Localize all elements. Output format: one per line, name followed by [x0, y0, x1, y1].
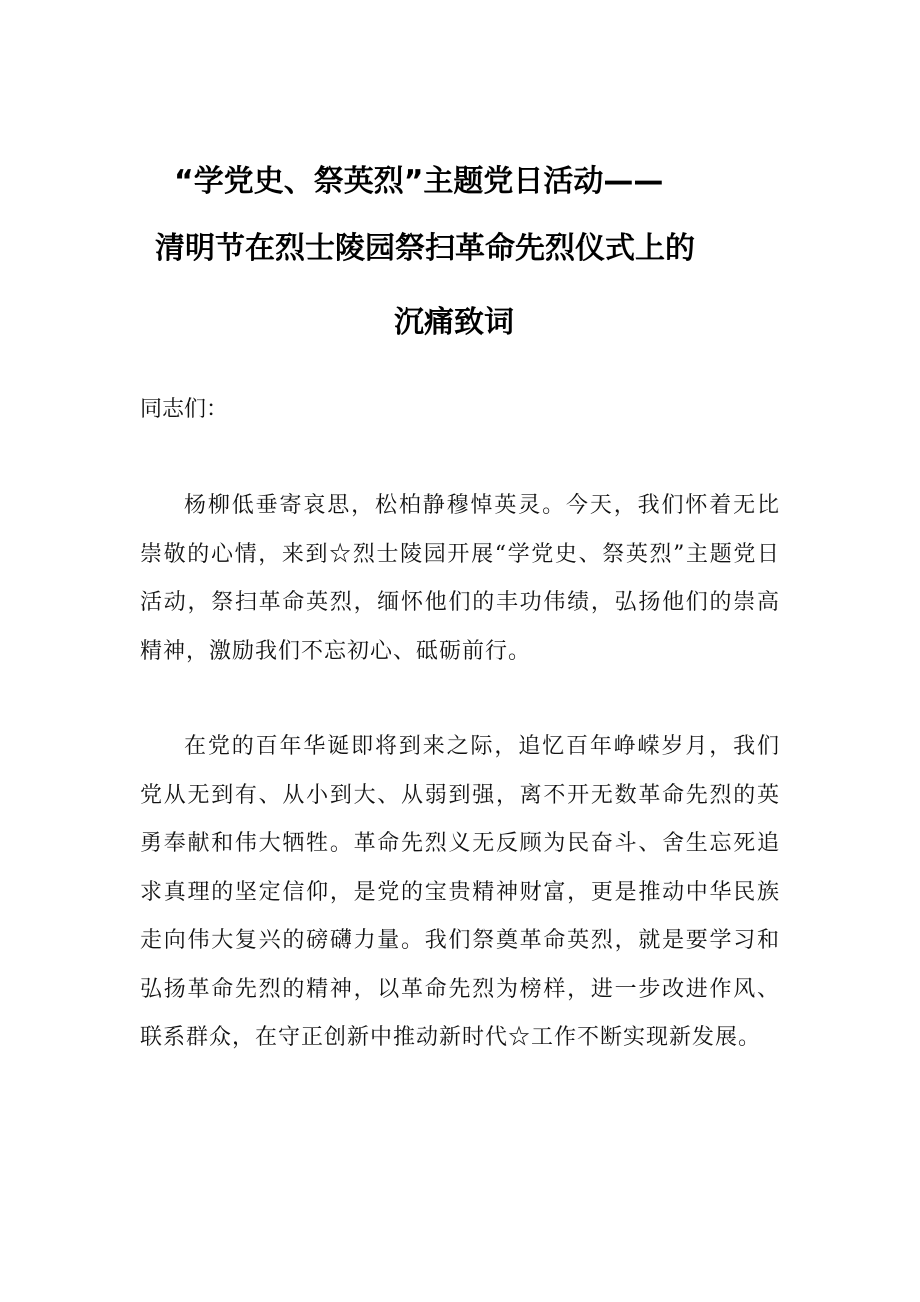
paragraph-2: 在党的百年华诞即将到来之际，追忆百年峥嵘岁月，我们党从无到有、从小到大、从弱到强，离不开无数革命先烈的英勇奉献和伟大牺牲。革命先烈义无反顾为民奋斗、舍生忘死追求真理的坚定信仰，是党的宝贵精神财富，更是推动中华民族走向伟大复兴的磅礴力量。我们祭奠革命英烈，就是要学习和弘扬革命先烈的精神，以革命先烈为榜样，进一步改进作风、联系群众，在守正创新中推动新时代☆工作不断实现新发展。 — [140, 734, 780, 1050]
salutation: 同志们： — [140, 397, 229, 422]
title-line-3: 沉痛致词 — [394, 305, 514, 340]
title-line-1: “学党史、祭英烈”主题党日活动—— — [174, 164, 664, 199]
title-line-2: 清明节在烈士陵园祭扫革命先烈仪式上的 — [155, 231, 695, 266]
paragraph-1: 杨柳低垂寄哀思，松柏静穆悼英灵。今天，我们怀着无比崇敬的心情，来到☆烈士陵园开展“学党史、祭英烈”主题党日活动，祭扫革命英烈，缅怀他们的丰功伟绩，弘扬他们的崇高精神，激励我们不忘初心、砥砺前行。 — [140, 493, 780, 664]
